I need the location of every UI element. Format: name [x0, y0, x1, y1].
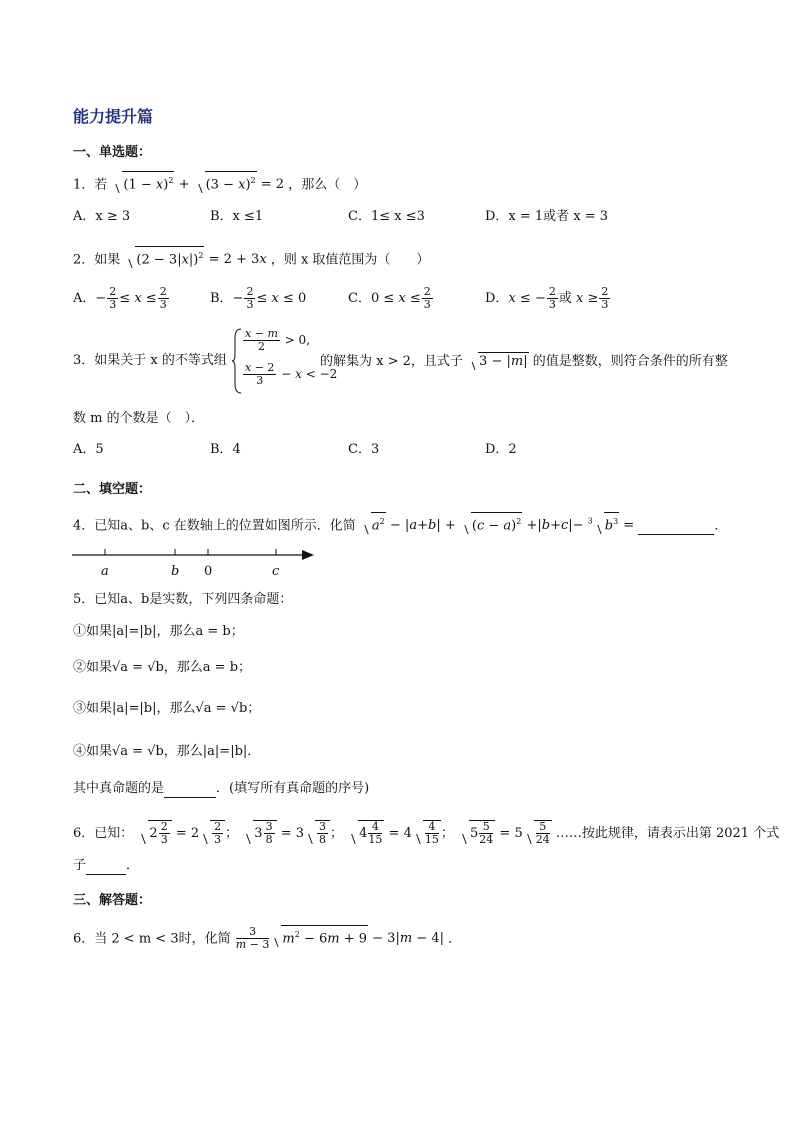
question-6-eq-1: 2 $\frac{2}{3}$ = 2 $\frac{2}{3}$	[137, 826, 225, 841]
section-heading-answer: 三、解答题：	[73, 893, 152, 908]
question-6-pre: 6．已知：	[73, 826, 134, 841]
question-7-end: ．	[448, 931, 462, 947]
question-4-expression: $a^2 - |a+b| + (c - a)^2 +|b+c|- ^3$ $b^3$ =	[360, 518, 638, 533]
question-2-option-d: D．x ≤ − $\frac{2}{3}$ 或 x ≥ $\frac{2}{3}$	[485, 285, 609, 311]
question-1-expression: $(1 - x)^2 + (3 - x)^2 = 2$	[111, 177, 288, 192]
question-2-option-a: A．− $\frac{2}{3}$ ≤ x ≤ $\frac{2}{3}$	[73, 285, 167, 311]
question-1-tail: ，那么（ ）	[288, 177, 367, 193]
question-3-option-c: C．3	[348, 442, 380, 457]
answer-blank[interactable]	[164, 797, 216, 798]
question-6-line2	[73, 857, 139, 875]
question-3-option-b: B．4	[210, 442, 241, 457]
question-6-eq-2: 3 $\frac{3}{8}$ = 3 $\frac{3}{8}$	[242, 826, 330, 841]
number-line-label-0: 0	[204, 564, 213, 579]
question-2-tail: ，则 x 取值范围为（ ）	[270, 252, 430, 268]
question-3-mid: 的解集为 x > 2，且式子	[320, 354, 463, 369]
question-5-item-1: ①如果|a|=|b|，那么a = b；	[73, 624, 244, 639]
question-7-expression: $\frac{3}{m - 3}$ $m^2 - 6m + 9 - 3|m - 4|$	[235, 925, 449, 952]
answer-blank[interactable]	[86, 874, 126, 875]
answer-blank[interactable]	[638, 534, 714, 535]
number-line-label-b: b	[171, 564, 180, 579]
section-heading-single-choice: 一、单选题：	[73, 145, 152, 160]
question-1-option-a: A．x ≥ 3	[73, 209, 131, 224]
question-6-post: ……按此规律，请表示出第 2021 个式	[555, 826, 780, 841]
question-6-line2-text: 子	[73, 858, 87, 873]
question-2-option-c: C．0 ≤ x ≤ $\frac{2}{3}$	[348, 285, 431, 311]
section-heading-fill-blank: 二、填空题：	[73, 482, 152, 497]
question-1-option-c: C．1≤ x ≤3	[348, 209, 425, 224]
number-line-label-c: c	[272, 564, 280, 579]
question-6: 6．已知： 2 $\frac{2}{3}$ = 2 $\frac{2}{3}$ ； 3 $\frac{3}{8}$ = 3 $\frac{3}{8}$ ； 4 $\frac{4}{15}$ = 4 $\frac{4}{15}$ ； 5 $\frac{5}{24}$ = 5 $\frac{5}{24}$ ……按此规律，请表示出第 2021 个式	[73, 820, 780, 846]
question-3-option-a: A．5	[73, 442, 104, 457]
question-2-expression: $(2 - 3|x|)^2 = 2 + 3x$	[124, 252, 270, 267]
question-4	[73, 512, 727, 535]
question-2	[73, 246, 429, 269]
question-1-option-b: B．x ≤1	[210, 209, 264, 224]
question-1	[73, 171, 366, 194]
question-4-text: 4．已知a、b、c 在数轴上的位置如图所示．化简	[73, 518, 356, 534]
question-5-ask-text: 其中真命题的是	[73, 781, 165, 796]
question-5-item-2: ②如果√a = √b，那么a = b；	[73, 660, 252, 675]
question-2-number: 2．如果	[73, 252, 121, 268]
question-5-item-4: ④如果√a = √b，那么|a|=|b|．	[73, 744, 261, 759]
question-1-number: 1．若	[73, 177, 108, 193]
question-7-pre: 6．当 2 < m < 3时，化简	[73, 931, 231, 947]
question-6-end: ．	[126, 858, 140, 873]
question-5-item-3: ③如果|a|=|b|，那么√a = √b；	[73, 701, 261, 716]
brace-icon	[232, 328, 242, 394]
question-3-line2: 数 m 的个数是（ ）．	[73, 411, 205, 426]
question-5-intro: 5．已知a、b是实数，下列四条命题：	[73, 592, 293, 607]
question-3-condition: 的解集为 x > 2，且式子 3 − |m| 的值是整数，则符合条件的所有整	[320, 354, 728, 369]
question-7	[73, 925, 461, 951]
arrow-icon	[302, 550, 314, 560]
question-4-end: ．	[714, 518, 728, 534]
question-2-option-b: B．− $\frac{2}{3}$ ≤ x ≤ 0	[210, 285, 307, 311]
question-1-option-d: D．x = 1或者 x = 3	[485, 209, 609, 224]
question-6-eq-3: 4 $\frac{4}{15}$ = 4 $\frac{4}{15}$	[347, 826, 441, 841]
number-line-label-a: a	[101, 564, 109, 579]
question-5-ask	[73, 780, 369, 798]
page-title: 能力提升篇	[73, 107, 154, 126]
question-3-option-d: D．2	[485, 442, 517, 457]
question-5-ask-tail: ．(填写所有真命题的序号)	[216, 781, 370, 796]
question-3-pre: 3．如果关于 x 的不等式组	[73, 353, 227, 368]
question-6-eq-4: 5 $\frac{5}{24}$ = 5 $\frac{5}{24}$	[458, 826, 552, 841]
question-3-post: 的值是整数，则符合条件的所有整	[532, 354, 728, 369]
